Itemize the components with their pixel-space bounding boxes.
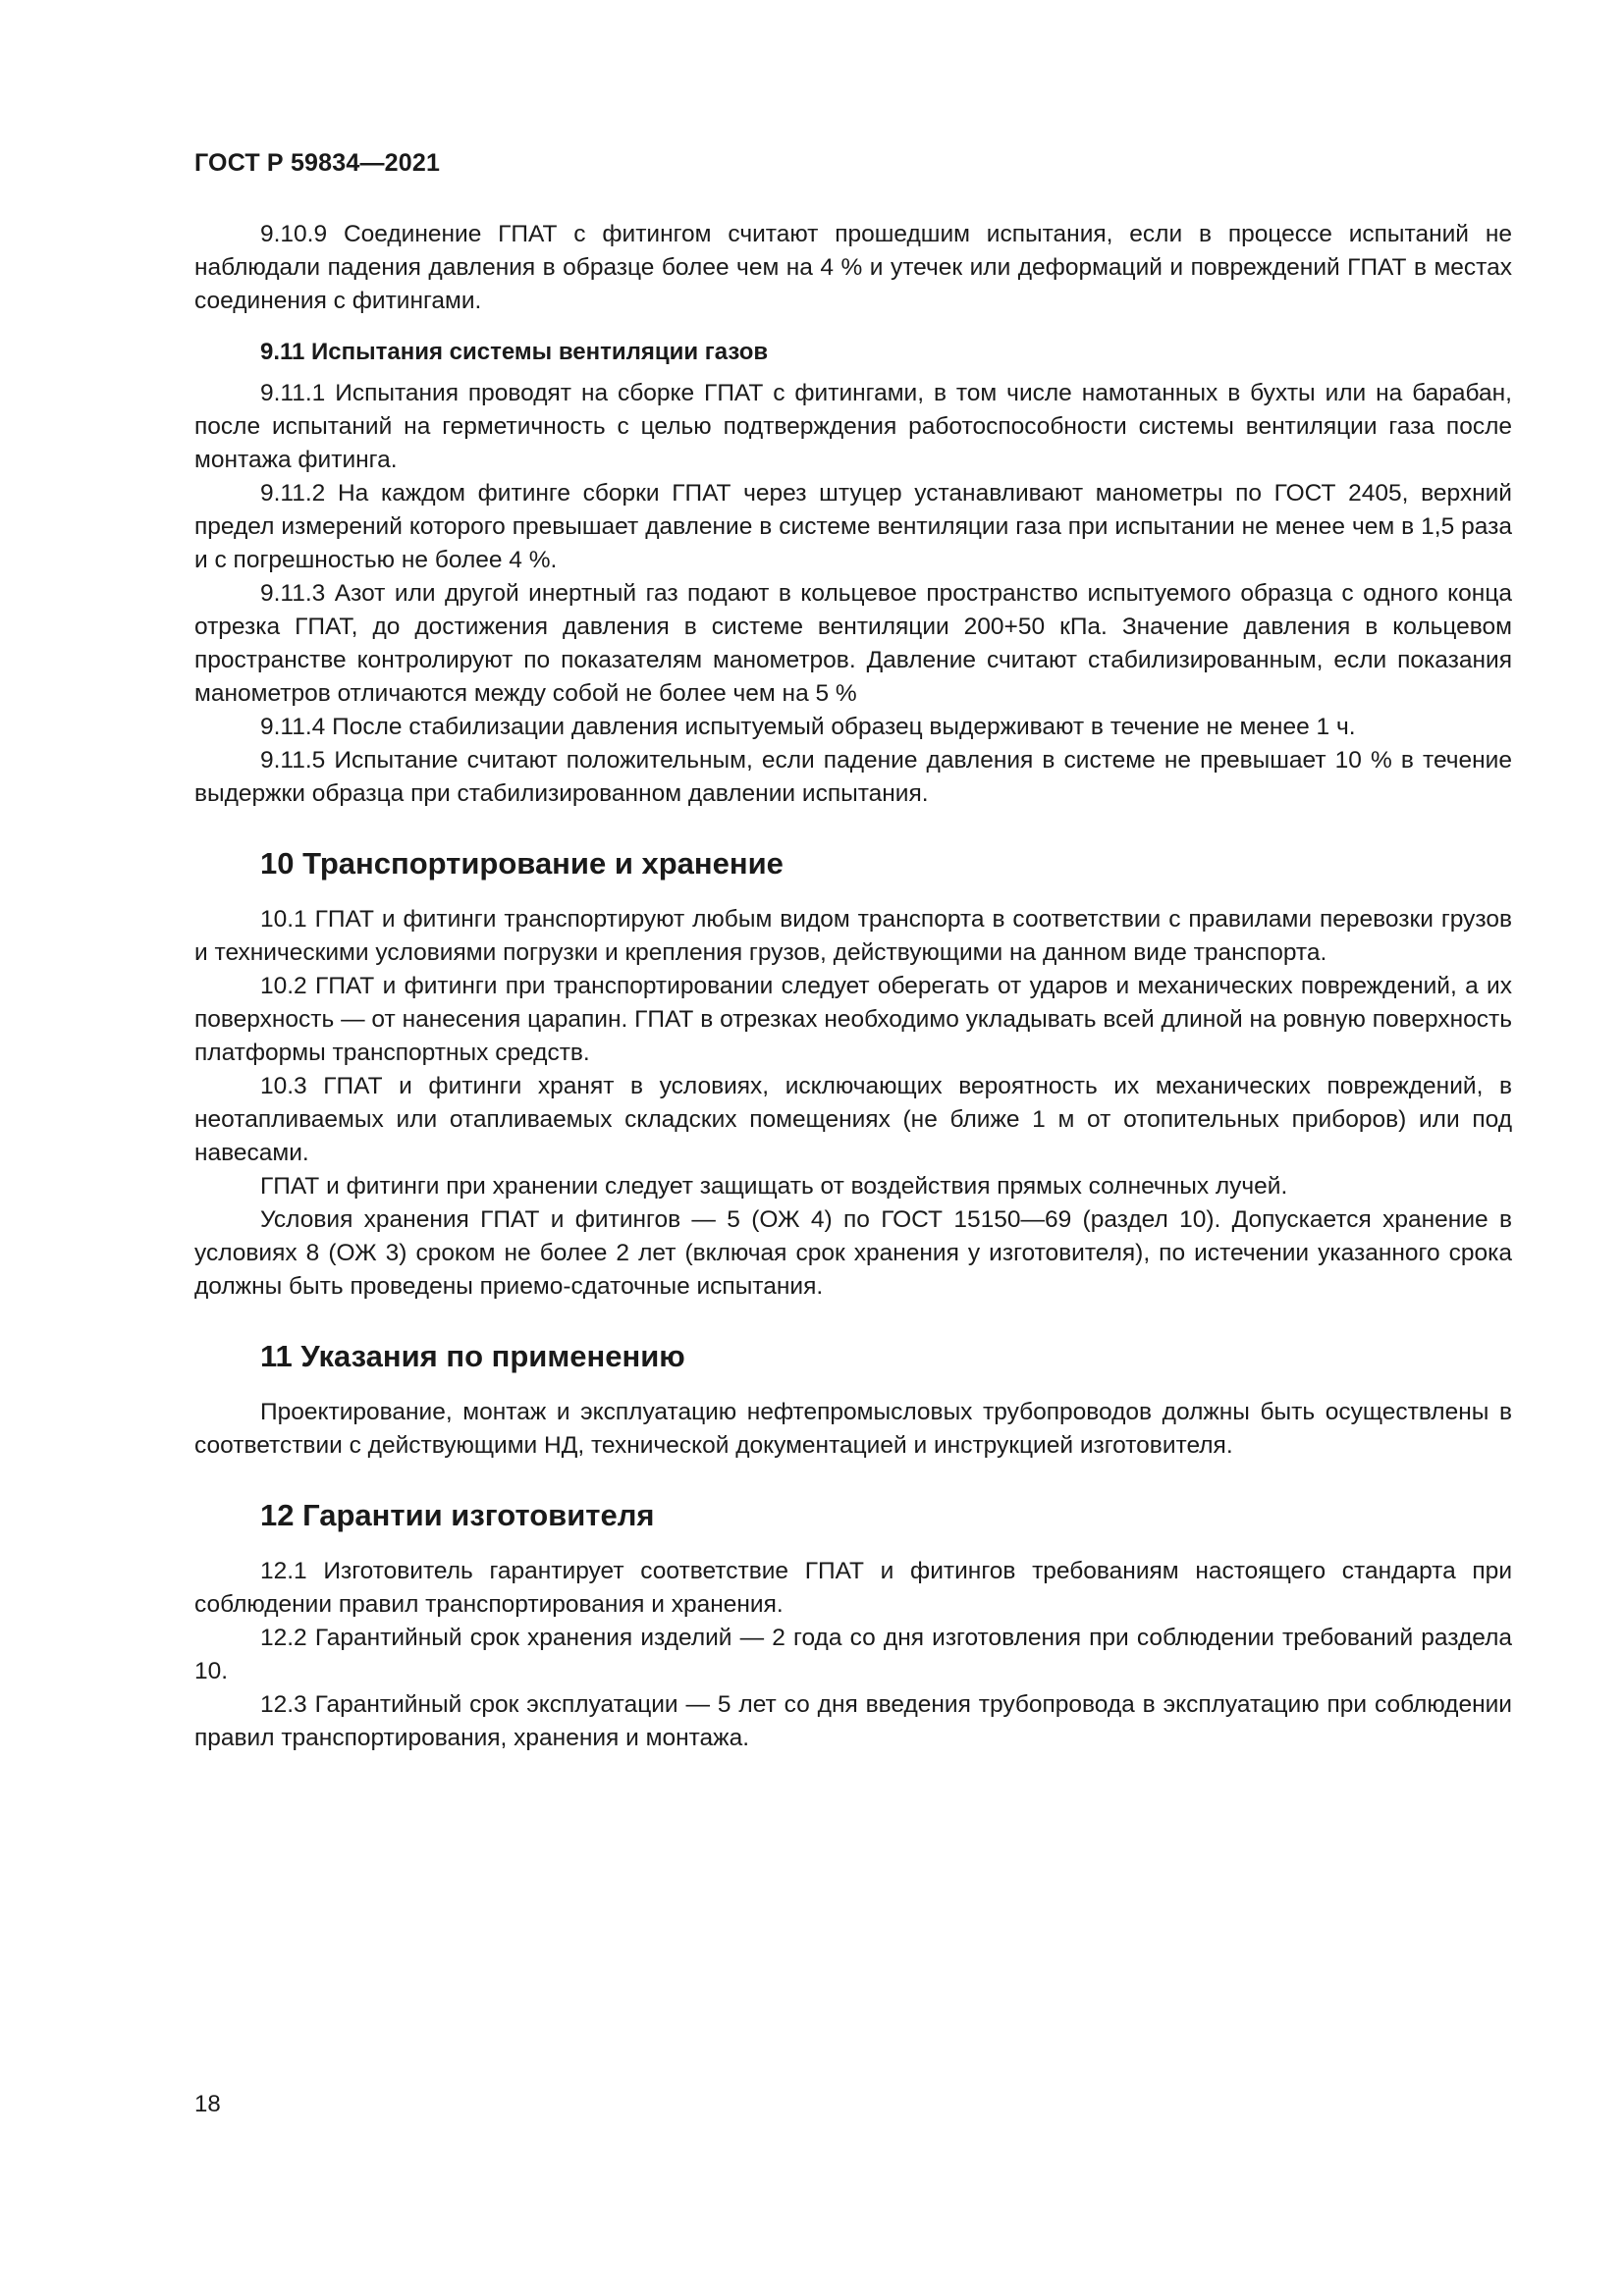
paragraph-9-11-1: 9.11.1 Испытания проводят на сборке ГПАТ с фитингами, в том числе намотанных в бухты или на барабан, после испытаний на герметичность с целью подтверждения работоспособности системы вентиляции газа после монтажа фитинга. — [194, 380, 1512, 473]
paragraph-12-3: 12.3 Гарантийный срок эксплуатации — 5 лет со дня введения трубопровода в эксплуатацию при соблюдении правил транспортирования, хранения и монтажа. — [194, 1691, 1512, 1751]
document-code-header: ГОСТ Р 59834—2021 — [194, 149, 441, 177]
paragraph-10-3-protection: ГПАТ и фитинги при хранении следует защищать от воздействия прямых солнечных лучей. — [260, 1173, 1288, 1200]
page-number: 18 — [194, 2091, 221, 2117]
paragraph-10-1: 10.1 ГПАТ и фитинги транспортируют любым видом транспорта в соответствии с правилами перевозки грузов и техническими условиями погрузки и крепления грузов, действующими на данном виде транспорта. — [194, 906, 1512, 966]
paragraph-12-2: 12.2 Гарантийный срок хранения изделий — 2 года со дня изготовления при соблюдении требований раздела 10. — [194, 1625, 1512, 1684]
paragraph-10-3: 10.3 ГПАТ и фитинги хранят в условиях, исключающих вероятность их механических повреждений, в неотапливаемых или отапливаемых складских помещениях (не ближе 1 м от отопительных приборов) или под навесами. — [194, 1073, 1512, 1166]
paragraph-10-3-conditions: Условия хранения ГПАТ и фитингов — 5 (ОЖ 4) по ГОСТ 15150—69 (раздел 10). Допускается хранение в условиях 8 (ОЖ 3) сроком не более 2 лет (включая срок хранения у изготовителя), по истечении указанного срока должны быть проведены приемо-сдаточные испытания. — [194, 1206, 1512, 1300]
subsection-heading-9-11: 9.11 Испытания системы вентиляции газов — [260, 339, 769, 365]
paragraph-9-11-3: 9.11.3 Азот или другой инертный газ подают в кольцевое пространство испытуемого образца с одного конца отрезка ГПАТ, до достижения давления в системе вентиляции 200+50 кПа. Значение давления в кольцевом пространстве контролируют по показателям манометров. Давление считают стабилизированным, если показания манометров отличаются между собой не более чем на 5 % — [194, 580, 1512, 707]
section-heading-12: 12 Гарантии изготовителя — [260, 1498, 655, 1532]
paragraph-9-10-9: 9.10.9 Соединение ГПАТ с фитингом считают прошедшим испытания, если в процессе испытаний не наблюдали падения давления в образце более чем на 4 % и утечек или деформаций и повреждений ГПАТ в местах соединения с фитингами. — [194, 221, 1512, 314]
page-body — [194, 218, 1512, 1755]
paragraph-12-1: 12.1 Изготовитель гарантирует соответствие ГПАТ и фитингов требованиям настоящего стандарта при соблюдении правил транспортирования и хранения. — [194, 1558, 1512, 1618]
paragraph-11: Проектирование, монтаж и эксплуатацию нефтепромысловых трубопроводов должны быть осуществлены в соответствии с действующими НД, технической документацией и инструкцией изготовителя. — [194, 1399, 1512, 1459]
section-heading-10: 10 Транспортирование и хранение — [260, 846, 784, 881]
section-heading-11: 11 Указания по применению — [260, 1339, 685, 1373]
paragraph-9-11-2: 9.11.2 На каждом фитинге сборки ГПАТ через штуцер устанавливают манометры по ГОСТ 2405, верхний предел измерений которого превышает давление в системе вентиляции газа при испытании не менее чем в 1,5 раза и с погрешностью не более 4 %. — [194, 480, 1512, 573]
paragraph-9-11-4: 9.11.4 После стабилизации давления испытуемый образец выдерживают в течение не менее 1 ч. — [260, 714, 1356, 740]
paragraph-10-2: 10.2 ГПАТ и фитинги при транспортировании следует оберегать от ударов и механических повреждений, а их поверхность — от нанесения царапин. ГПАТ в отрезках необходимо укладывать всей длиной на ровную поверхность платформы транспортных средств. — [194, 973, 1512, 1066]
paragraph-9-11-5: 9.11.5 Испытание считают положительным, если падение давления в системе не превышает 10 % в течение выдержки образца при стабилизированном давлении испытания. — [194, 747, 1512, 807]
